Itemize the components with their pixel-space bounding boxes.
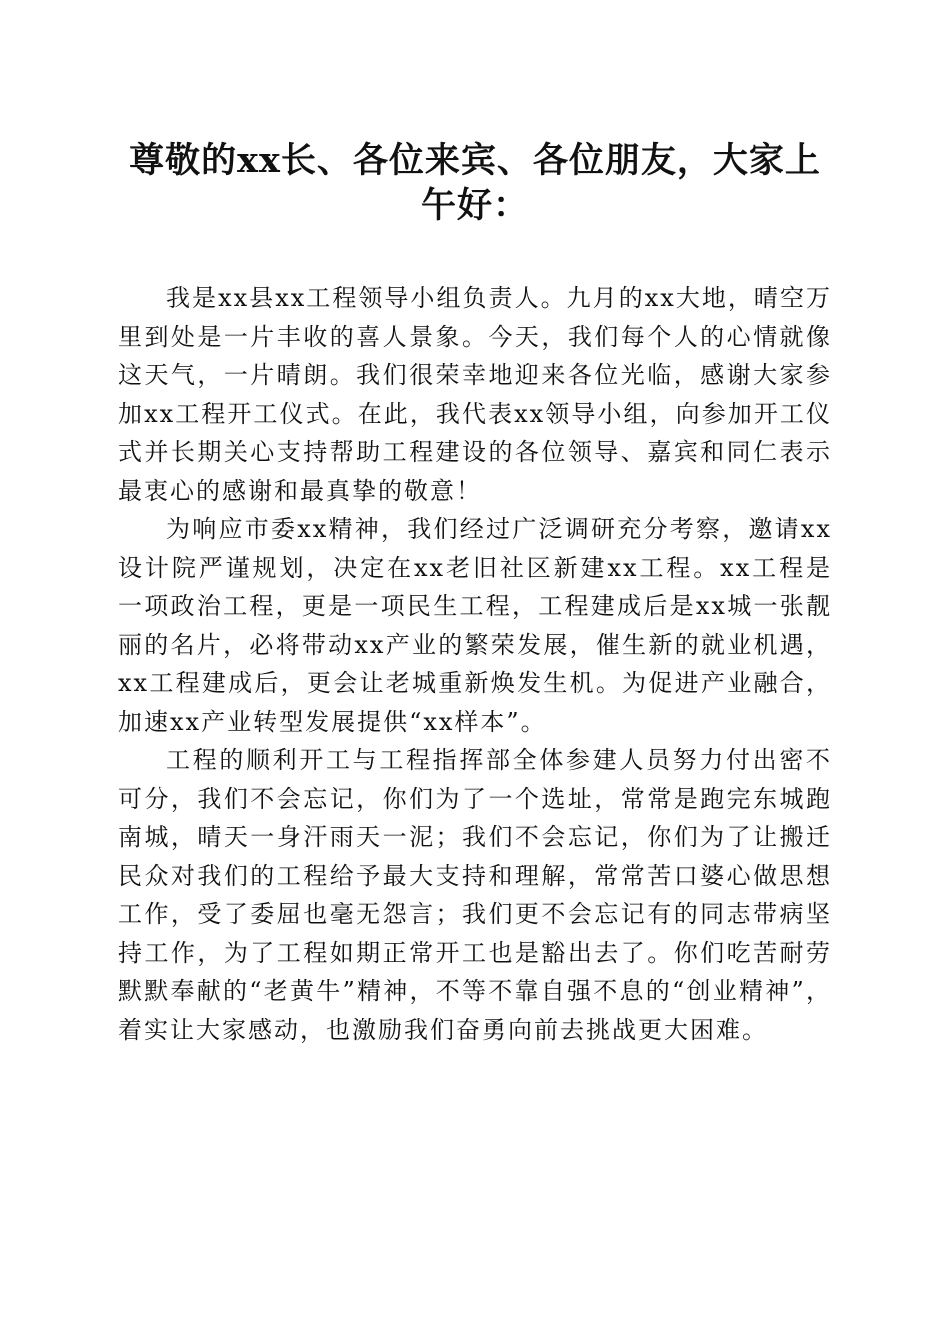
paragraph-project: 为响应市委xx精神，我们经过广泛调研充分考察，邀请xx设计院严谨规划，决定在xx老旧社区新建xx工程。xx工程是一项政治工程，更是一项民生工程，工程建成后是xx城一张靓丽的名片，必将带动xx产业的繁荣发展，催生新的就业机遇，xx工程建成后，更会让老城重新焕发生机。为促进产业融合，加速xx产业转型发展提供“xx样本”。	[118, 515, 832, 736]
paragraph-intro: 我是xx县xx工程领导小组负责人。九月的xx大地，晴空万里到处是一片丰收的喜人景象。今天，我们每个人的心情就像这天气，一片晴朗。我们很荣幸地迎来各位光临，感谢大家参加xx工程开工仪式。在此，我代表xx领导小组，向参加开工仪式并长期关心支持帮助工程建设的各位领导、嘉宾和同仁表示最衷心的感谢和最真挚的敬意！	[118, 284, 832, 505]
speech-body	[118, 279, 832, 1049]
paragraph-gratitude: 工程的顺利开工与工程指挥部全体参建人员努力付出密不可分，我们不会忘记，你们为了一个选址，常常是跑完东城跑南城，晴天一身汗雨天一泥；我们不会忘记，你们为了让搬迁民众对我们的工程给予最大支持和理解，常常苦口婆心做思想工作，受了委屈也毫无怨言；我们更不会忘记有的同志带病坚持工作，为了工程如期正常开工也是豁出去了。你们吃苦耐劳默默奉献的“老黄牛”精神，不等不靠自强不息的“创业精神”，着实让大家感动，也激励我们奋勇向前去挑战更大困难。	[118, 746, 832, 1044]
greeting-title: 尊敬的xx长、各位来宾、各位朋友，大家上午好：	[129, 140, 821, 226]
